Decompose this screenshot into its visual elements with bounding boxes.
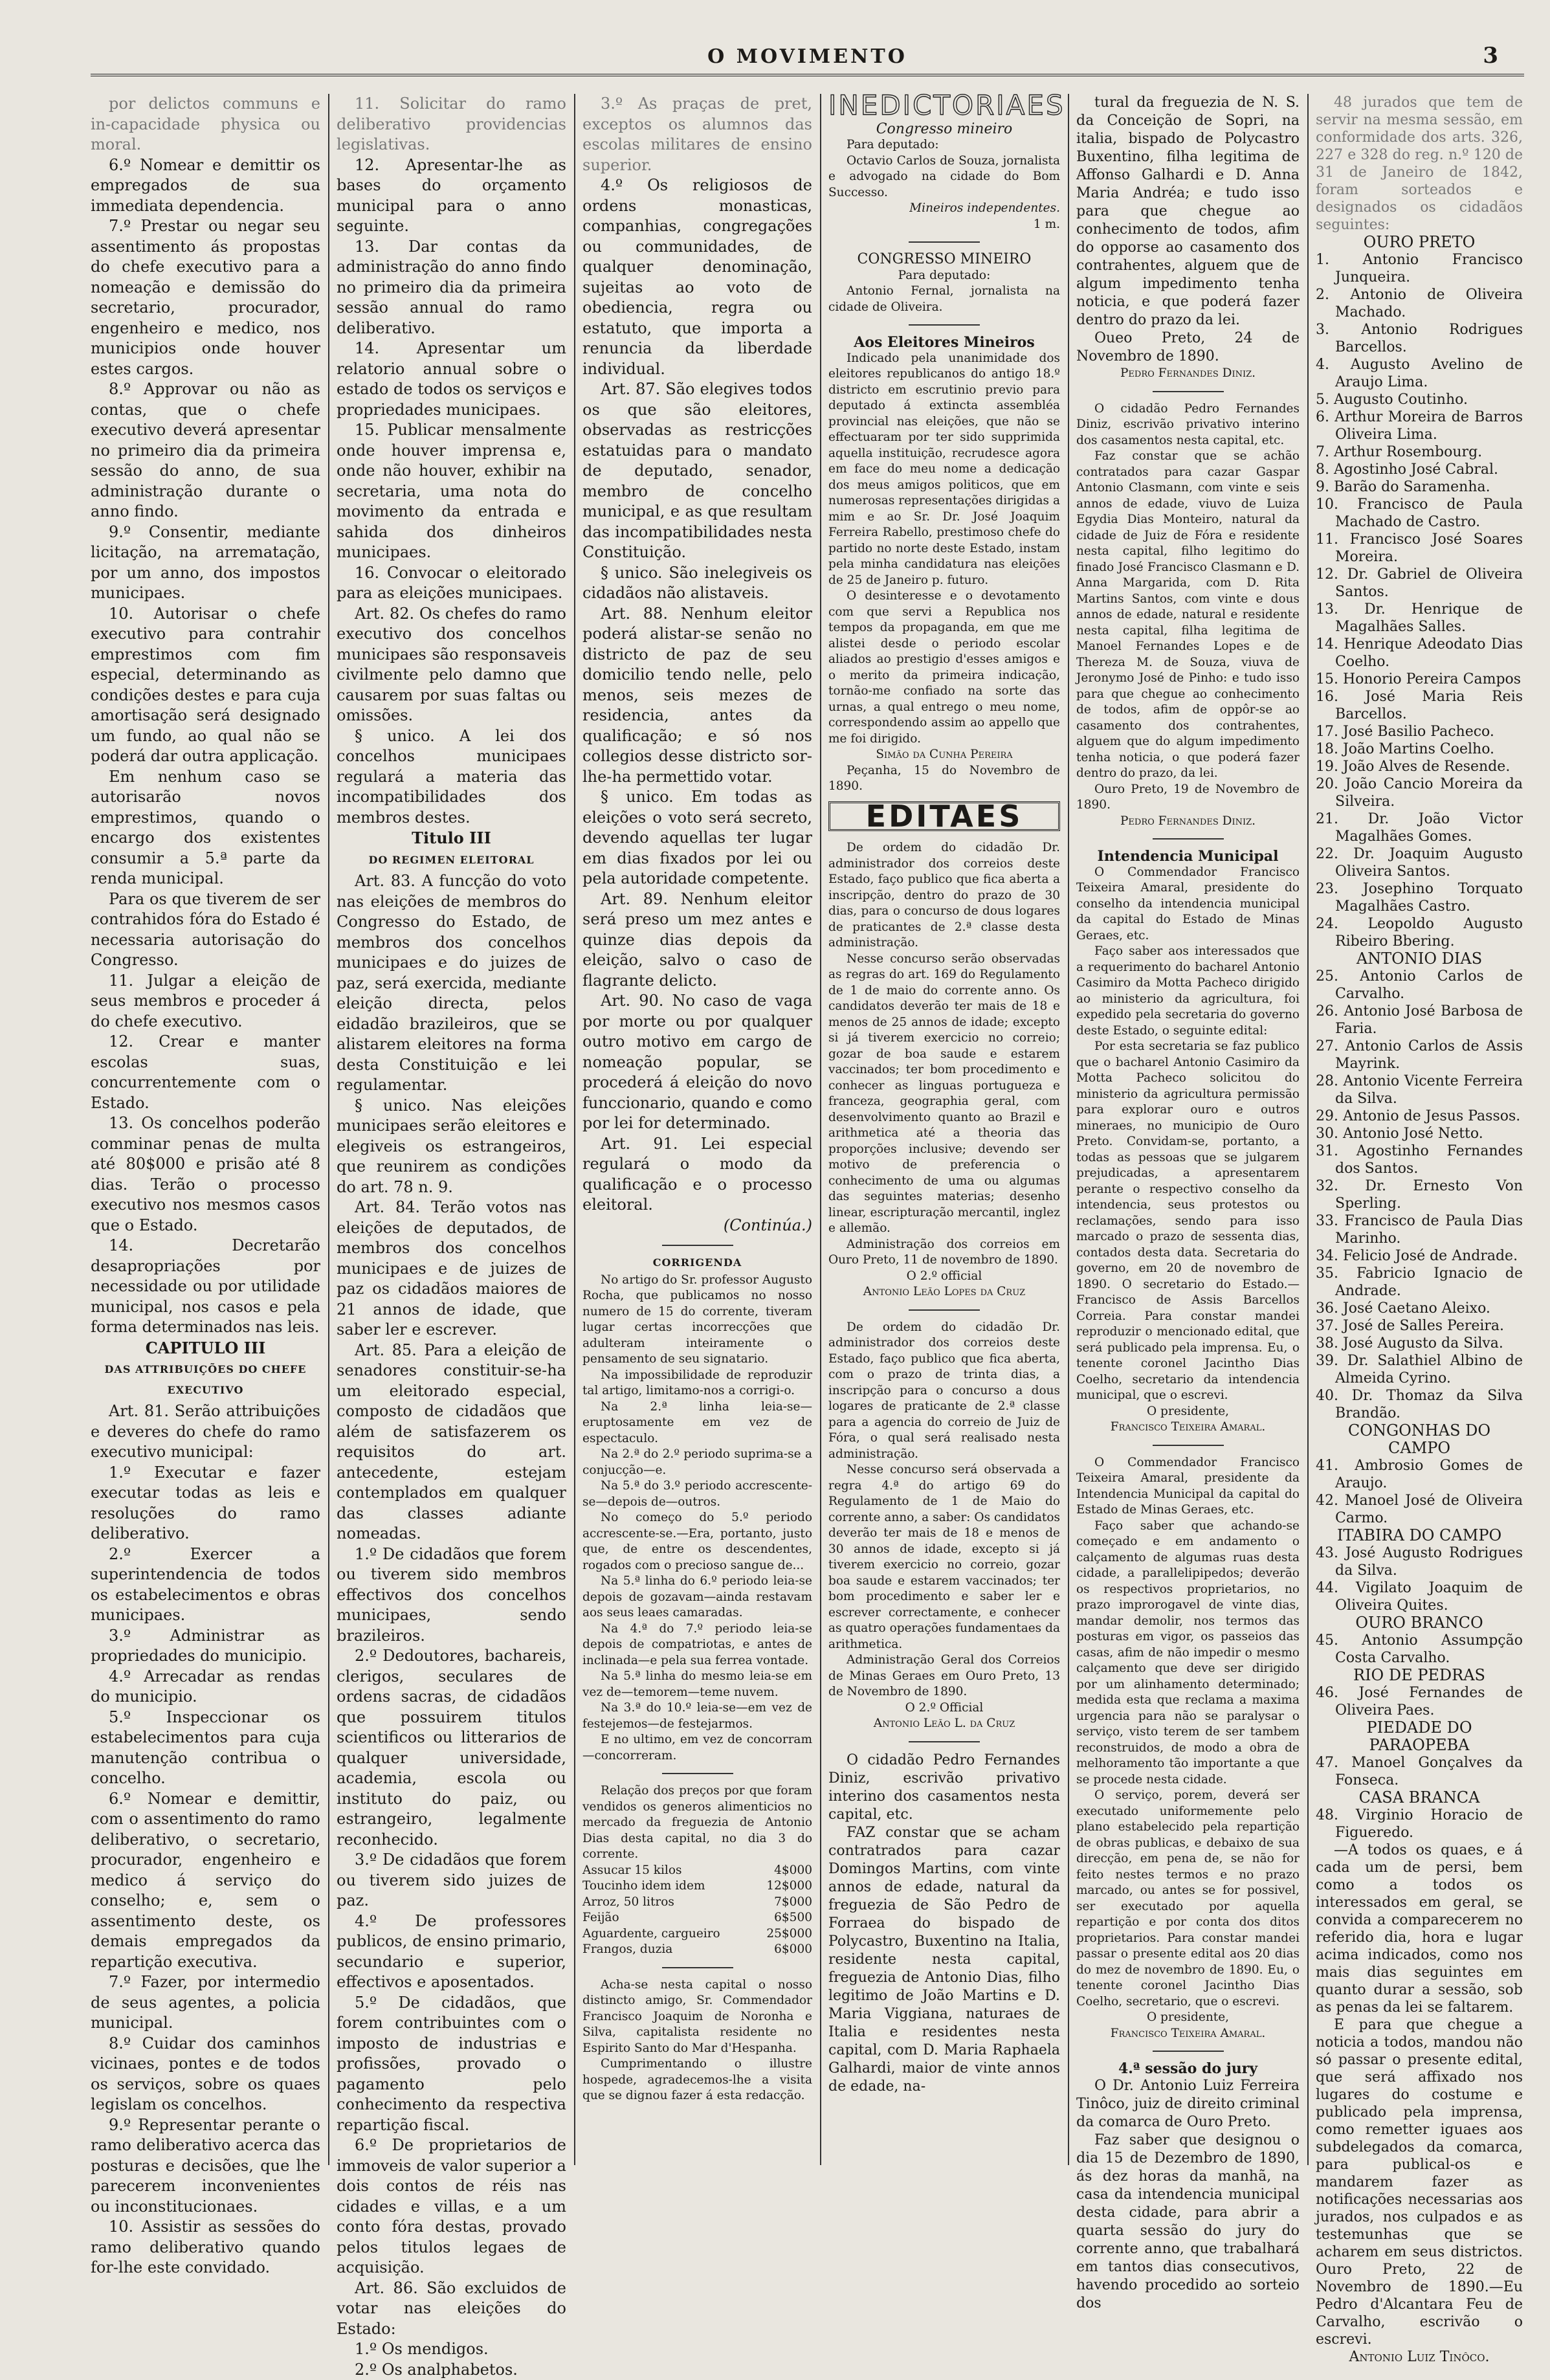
paragraph: 1.º Executar e fazer executar todas as leis e resoluções do ramo deliberativo. (91, 1463, 320, 1544)
section-heading: Congresso mineiro (828, 122, 1060, 138)
paragraph: 6.º Nomear e demittir, com o assentimento do ramo deliberativo, o secretario, procurador, engenheiro e medico á serviço do conselho; e, sem o assentimento deste, os demais empregados da repartição executiva. (91, 1789, 320, 1973)
juror-entry: 41. Ambrosio Gomes de Araujo. (1316, 1457, 1523, 1492)
price-table (582, 1863, 812, 1958)
paragraph: Nesse concurso será observada a regra 4.ª do artigo 69 do Regulamento de 1 de Maio do corrente anno, a saber: Os candidatos deverão ter mais de 18 e menos de 30 annos de idade, excepto si já tiverem exercicio no correio, gozar boa saude e estarem vaccinados; ter bom procedimento e saber ler e escrever correctamente, e conhecer as quatro operações fundamentaes da arithmetica. (828, 1462, 1060, 1652)
paragraph: 4.º De professores publicos, de ensino primario, secundario e superior, effectivos e aposentados. (337, 1911, 566, 1993)
district-heading: OURO BRANCO (1316, 1614, 1523, 1632)
paragraph: Faz saber que designou o dia 15 de Dezembro de 1890, ás dez horas da manhã, na casa da intendencia municipal desta cidade, para abrir a quarta sessão do jury do corrente anno, que trabalhará em tantos dias consecutivos, havendo procedido ao sorteio dos (1076, 2131, 1300, 2313)
juror-list (1316, 234, 1523, 1841)
paragraph: Oueo Preto, 24 de Novembro de 1890. (1076, 329, 1300, 366)
juror-entry: 44. Vigilato Joaquim de Oliveira Quites. (1316, 1579, 1523, 1614)
column-6 (1316, 94, 1523, 2165)
juror-entry: 48. Virginio Horacio de Figueredo. (1316, 1807, 1523, 1841)
price-value: 25$000 (766, 1926, 812, 1942)
paragraph: 11. Julgar a eleição de seus membros e proceder á do chefe executivo. (91, 971, 320, 1032)
price-item: Assucar 15 kilos (582, 1863, 681, 1879)
paragraph: Art. 89. Nenhum eleitor será preso um mez antes e quinze dias depois da eleição, salvo o caso de flagrante delicto. (582, 889, 812, 992)
paragraph: Administração Geral dos Correios de Minas Geraes em Ouro Preto, 13 de Novembro de 1890. (828, 1652, 1060, 1700)
section-heading: Aos Eleitores Mineiros (828, 335, 1060, 351)
paragraph: tural da freguezia de N. S. da Conceição de Sopri, na italia, bispado de Polycastro Buxentino, filha legitima de Affonso Galhardi e D. Anna Maria Andréa; e tudo isso para que chegue ao conhecimento de todos, afim do opporse ao casamento dos contrahentes, alguem que de algum impedimento tenha noticia, e que poderá fazer dentro do prazo da lei. (1076, 94, 1300, 329)
paragraph: Octavio Carlos de Souza, jornalista e advogado na cidade do Bom Successo. (828, 153, 1060, 201)
paragraph: 15. Publicar mensalmente onde houver imprensa e, onde não houver, exhibir na secretaria, uma nota do movimento da entrada e sahida dos dinheiros municipaes. (337, 420, 566, 563)
district-heading: CASA BRANCA (1316, 1789, 1523, 1807)
juror-entry: 24. Leopoldo Augusto Ribeiro Bbering. (1316, 915, 1523, 950)
juror-entry: 13. Dr. Henrique de Magalhães Salles. (1316, 601, 1523, 636)
paragraph: Para deputado: (828, 268, 1060, 284)
paragraph: 4.º Arrecadar as rendas do municipio. (91, 1667, 320, 1707)
paragraph: Art. 87. São elegives todos os que são eleitores, observadas as restricções estatuidas para o mandato de deputado, senador, membro de concelho municipal, e as que resultam das incompatibilidades nesta Constituição. (582, 379, 812, 563)
signature: Mineiros independentes. (828, 201, 1060, 217)
juror-entry: 23. Josephino Torquato Magalhães Castro. (1316, 880, 1523, 915)
juror-entry: 25. Antonio Carlos de Carvalho. (1316, 968, 1523, 1003)
paragraph: O 2.º Official (828, 1700, 1060, 1717)
signature: Pedro Fernandes Diniz. (1076, 366, 1300, 382)
paragraph: Na 2.ª linha leia-se—eruptosamente em vez de espectaculo. (582, 1399, 812, 1447)
juror-entry: 35. Fabricio Ignacio de Andrade. (1316, 1265, 1523, 1300)
juror-entry: 40. Dr. Thomaz da Silva Brandão. (1316, 1387, 1523, 1422)
separator (1153, 838, 1224, 840)
paragraph: 7.º Fazer, por intermedio de seus agentes, a policia municipal. (91, 1972, 320, 2034)
price-row (582, 1878, 812, 1895)
juror-entry: 46. José Fernandes de Oliveira Paes. (1316, 1684, 1523, 1719)
juror-entry: 39. Dr. Salathiel Albino de Almeida Cyrino. (1316, 1352, 1523, 1387)
signature: Simão da Cunha Pereira (828, 747, 1060, 763)
price-item: Arroz, 50 litros (582, 1895, 674, 1911)
page-number: 3 (1483, 43, 1498, 69)
paragraph: Art. 86. São excluidos de votar nas eleições do Estado: (337, 2278, 566, 2340)
paragraph: Acha-se nesta capital o nosso distincto amigo, Sr. Commendador Francisco Joaquim de Noronha e Silva, capitalista residente no Espirito Santo do Mar d'Hespanha. (582, 1977, 812, 2057)
separator (909, 241, 980, 243)
corrigenda-heading: CORRIGENDA (582, 1255, 812, 1271)
juror-entry: 15. Honorio Pereira Campos (1316, 671, 1523, 688)
paragraph: Art. 91. Lei especial regulará o modo da qualificação e o processo eleitoral. (582, 1134, 812, 1216)
juror-entry: 12. Dr. Gabriel de Oliveira Santos. (1316, 566, 1523, 601)
paragraph: 8.º Approvar ou não as contas, que o chefe executivo deverá apresentar no primeiro dia da primeira sessão do anno, de sua administração durante o anno findo. (91, 379, 320, 522)
district-heading: PIEDADE DO PARAOPEBA (1316, 1719, 1523, 1754)
paragraph: 13. Dar contas da administração do anno findo no primeiro dia da primeira sessão annual do ramo deliberativo. (337, 237, 566, 339)
inedictoriaes-heading: INEDICTORIAES (828, 98, 1060, 114)
paragraph: 48 jurados que tem de servir na mesma sessão, em conformidade dos arts. 326, 227 e 328 do reg. n.º 120 de 31 de Janeiro de 1842, foram sorteados e designados os cidadãos seguintes: (1316, 94, 1523, 234)
juror-entry: 27. Antonio Carlos de Assis Mayrink. (1316, 1038, 1523, 1073)
paragraph: 1.º Os mendigos. (337, 2339, 566, 2360)
paragraph: 2.º Dedoutores, bachareis, clerigos, seculares de ordens sacras, de cidadãos que possuirem titulos scientificos ou litterarios de qualquer universidade, academia, escola ou instituto do paiz, ou estrangeiro, legalmente reconhecido. (337, 1646, 566, 1850)
paragraph: O Commendador Francisco Teixeira Amaral, presidente do conselho da intendencia municipal da capital do Estado de Minas Geraes, etc. (1076, 865, 1300, 944)
juror-entry: 10. Francisco de Paula Machado de Castro. (1316, 496, 1523, 531)
juror-entry: 1. Antonio Francisco Junqueira. (1316, 251, 1523, 286)
paragraph: 6.º Nomear e demittir os empregados de sua immediata dependencia. (91, 155, 320, 217)
paragraph: No começo do 5.º periodo accrescente-se.—Era, portanto, justo que, de entre os descendentes, rogados com o precioso sangue de... (582, 1510, 812, 1574)
paragraph: De ordem do cidadão Dr. administrador dos correios deste Estado, faço publico que fica aberta, com o prazo de trinta dias, a inscripção para o concurso a dous logares de praticante de 2.ª classe para a agencia do correio de Juiz de Fóra, o qual será realisado nesta administração. (828, 1320, 1060, 1463)
signature: Pedro Fernandes Diniz. (1076, 814, 1300, 830)
paragraph: 7.º Prestar ou negar seu assentimento ás propostas do chefe executivo para a nomeação e demissão do secretario, procurador, engenheiro e medico, nos municipios onde houver estes cargos. (91, 216, 320, 379)
paragraph: Art. 81. Serão attribuições e deveres do chefe do ramo executivo municipal: (91, 1401, 320, 1463)
signature: Francisco Teixeira Amaral. (1076, 2026, 1300, 2042)
paragraph: Cumprimentando o illustre hospede, agradecemos-lhe a visita que se dignou fazer á esta redacção. (582, 2056, 812, 2104)
paragraph: por delictos communs e in-capacidade physica ou moral. (91, 94, 320, 155)
juror-entry: 38. José Augusto da Silva. (1316, 1335, 1523, 1352)
newspaper-title: O MOVIMENTO (91, 45, 1524, 68)
paragraph: § unico. A lei dos concelhos municipaes regulará a materia das incompatibilidades dos membros destes. (337, 726, 566, 829)
paragraph: 9.º Consentir, mediante licitação, na arrematação, por um anno, dos impostos municipaes. (91, 522, 320, 604)
juror-entry: 30. Antonio José Netto. (1316, 1125, 1523, 1142)
price-item: Toucinho idem idem (582, 1878, 705, 1895)
separator (1153, 391, 1224, 392)
price-item: Frangos, duzia (582, 1942, 672, 1958)
separator (909, 1309, 980, 1311)
paragraph: O desinteresse e o devotamento com que servi a Republica nos tempos da propaganda, em que me alistei desde o periodo escolar aliados ao prestigio d'esses amigos e o merito da primeira indicação, tornão-me confiado na sorte das urnas, a qual entrego o meu nome, correspondendo assim ao appello que me foi dirigido. (828, 588, 1060, 747)
signature: Antonio Luiz Tinôco. (1316, 2348, 1523, 2366)
juror-entry: 47. Manoel Gonçalves da Fonseca. (1316, 1754, 1523, 1789)
paragraph: Ouro Preto, 19 de Novembro de 1890. (1076, 782, 1300, 814)
juror-entry: 34. Felicio José de Andrade. (1316, 1247, 1523, 1265)
paragraph: § unico. São inelegiveis os cidadãos não alistaveis. (582, 563, 812, 604)
column-5 (1076, 94, 1300, 2165)
district-heading: ITABIRA DO CAMPO (1316, 1527, 1523, 1544)
paragraph: FAZ constar que se acham contratrados para cazar Domingos Martins, com vinte annos de edade, natural da freguezia de São Pedro de Forraea do bispado de Polycastro, Buxentino na Italia, residente nesta capital, freguezia de Antonio Dias, filho legitimo de João Martins e D. Maria Viggiana, naturaes de Italia e residentes nesta capital, com D. Maria Raphaela Galhardi, maior de vinte annos de edade, na- (828, 1824, 1060, 2096)
juror-entry: 36. José Caetano Aleixo. (1316, 1300, 1523, 1317)
paragraph: Faço saber que achando-se começado e em andamento o calçamento de algumas ruas desta cidade, a parallelipipedos; deverão os respectivos proprietarios, no prazo improrogavel de vinte dias, mandar demolir, nos termos das posturas em vigor, os passeios das casas, afim de não impedir o mesmo calçamento que deve ser dirigido por um alinhamento determinado; medida esta que reclama a maxima urgencia para não se paralysar o serviço, visto terem de ser tambem reconstruidos, de modo a obra de melhoramento tão importante a que se procede nesta cidade. (1076, 1518, 1300, 1788)
paragraph: Administração dos correios em Ouro Preto, 11 de novembro de 1890. (828, 1237, 1060, 1269)
paragraph: Art. 88. Nenhum eleitor poderá alistar-se senão no districto de paz de seu domicilio tendo nelle, pelo menos, seis mezes de residencia, antes da qualificação; e só nos collegios desse districto sor-lhe-ha permettido votar. (582, 604, 812, 788)
juror-entry: 43. José Augusto Rodrigues da Silva. (1316, 1544, 1523, 1579)
separator (1153, 2051, 1224, 2052)
paragraph: 3.º De cidadãos que forem ou tiverem sido juizes de paz. (337, 1850, 566, 1911)
editaes-heading: EDITAES (828, 801, 1060, 832)
paragraph: Art. 83. A funcção do voto nas eleições de membros do Congresso do Estado, de membros dos concelhos municipaes e do juizes de paz, será exercida, mediante eleição directa, pelos eidadão brazileiros, que se alistarem eleitores na forma desta Constituição e lei regulamentar. (337, 871, 566, 1096)
juror-entry: 20. João Cancio Moreira da Silveira. (1316, 775, 1523, 810)
price-value: 12$000 (766, 1878, 812, 1895)
paragraph: 11. Solicitar do ramo deliberativo providencias legislativas. (337, 94, 566, 155)
continued-note: (Continúa.) (582, 1216, 812, 1236)
column-rule (1068, 94, 1069, 2165)
paragraph: 12. Apresentar-lhe as bases do orçamento municipal para o anno seguinte. (337, 155, 566, 237)
paragraph: Relação dos preços por que foram vendidos os generos alimenticios no mercado da freguezia de Antonio Dias desta capital, no dia 3 do corrente. (582, 1783, 812, 1863)
paragraph: De ordem do cidadão Dr. administrador dos correios deste Estado, faço publico que fica aberta a inscripção, dentro do prazo de 30 dias, para o concurso de dous logares de praticantes de 2.ª classe desta administração. (828, 840, 1060, 951)
section-heading: 4.ª sessão do jury (1076, 2061, 1300, 2077)
paragraph: 2.º Exercer a superintendencia de todos os estabelecimentos e obras municipaes. (91, 1544, 320, 1626)
paragraph: 1 m. (828, 217, 1060, 233)
title-subheading: DO REGIMEN ELEITORAL (337, 850, 566, 871)
signature: Antonio Leão L. da Cruz (828, 1716, 1060, 1732)
paragraph: O Commendador Francisco Teixeira Amaral, presidente da Intendencia Municipal da capital do Estado de Minas Geraes, etc. (1076, 1455, 1300, 1518)
paragraph: Faz constar que se achão contratados para cazar Gaspar Antonio Clasmann, com vinte e seis annos de edade, viuvo de Luiza Egydia Dias Monteiro, natural da cidade de Juiz de Fóra e residente nesta capital, filho legitimo do finado José Francisco Clasmann e D. Anna Margarida, com D. Rita Martins Santos, com vinte e dous annos de edade, natural e residente nesta capital, filha legitima de Manoel Fernandes Lopes e de Thereza M. de Souza, viuva de Jeronymo José de Pinho: e tudo isso para que chegue ao conhecimento de todos, afim de oppôr-se ao casamento dos contrahentes, alguem que do algum impedimento tenha noticia, o que poderá fazer dentro do prazo, da lei. (1076, 449, 1300, 782)
paragraph: 12. Crear e manter escolas suas, concurrentemente com o Estado. (91, 1032, 320, 1113)
paragraph: Para deputado: (828, 137, 1060, 153)
chapter-subheading: DAS ATTRIBUIÇÕES DO CHEFE EXECUTIVO (91, 1359, 320, 1400)
paragraph: § unico. Em todas as eleições o voto será secreto, devendo aquellas ter lugar em dias fixados por lei ou pela autoridade competente. (582, 787, 812, 889)
juror-entry: 29. Antonio de Jesus Passos. (1316, 1107, 1523, 1125)
paragraph: 10. Autorisar o chefe executivo para contrahir emprestimos com fim especial, determinando as condições destes e para cuja amortisação será designado um fundo, ao qual não se poderá dar outra applicação. (91, 604, 320, 767)
price-row (582, 1895, 812, 1911)
paragraph: Na impossibilidade de reproduzir tal artigo, limitamo-nos a corrigi-o. (582, 1368, 812, 1399)
paragraph: O cidadão Pedro Fernandes Diniz, escrivão privativo interino dos casamentos nesta capital, etc. (1076, 401, 1300, 449)
paragraph: No artigo do Sr. professor Augusto Rocha, que publicamos no nosso numero de 15 do corrente, tiveram lugar certas incorrecções que adulteram inteiramente o pensamento de seu signatario. (582, 1273, 812, 1368)
juror-entry: 6. Arthur Moreira de Barros Oliveira Lima. (1316, 408, 1523, 443)
paragraph: Art. 90. No caso de vaga por morte ou por qualquer outro motivo em cargo de nomeação popular, se procederá á eleição do novo funccionario, quando e como por lei for determinado. (582, 991, 812, 1134)
separator (662, 1967, 733, 1968)
paragraph: Art. 82. Os chefes do ramo executivo dos concelhos municipaes são responsaveis civilmente pelo damno que causarem por suas faltas ou omissões. (337, 604, 566, 726)
paragraph: Na 5.ª linha do mesmo leia-se em vez de—temorem—teme nuvem. (582, 1669, 812, 1700)
paragraph: E no ultimo, em vez de concorram—concorreram. (582, 1732, 812, 1764)
paragraph: O presidente, (1076, 2010, 1300, 2026)
paragraph: 5.º Inspeccionar os estabelecimentos para cuja manutenção contribua o concelho. (91, 1707, 320, 1789)
separator (909, 324, 980, 326)
juror-entry: 14. Henrique Adeodato Dias Coelho. (1316, 636, 1523, 671)
column-3 (582, 94, 812, 2165)
separator (1153, 1445, 1224, 1446)
juror-entry: 17. José Basilio Pacheco. (1316, 723, 1523, 740)
juror-entry: 11. Francisco José Soares Moreira. (1316, 531, 1523, 566)
paragraph: O cidadão Pedro Fernandes Diniz, escrivão privativo interino dos casamentos nesta capital, etc. (828, 1752, 1060, 1824)
juror-entry: 16. José Maria Reis Barcellos. (1316, 688, 1523, 723)
paragraph: Art. 85. Para a eleição de senadores constituir-se-ha um eleitorado especial, composto de cidadãos que além de satisfazerem os requisitos do art. antecedente, estejam contemplados em qualquer das classes adiante nomeadas. (337, 1340, 566, 1544)
price-row (582, 1910, 812, 1926)
corrigenda-block (582, 1255, 812, 2104)
column-rule (328, 94, 329, 2165)
page-columns (91, 94, 1524, 2168)
district-heading: RIO DE PEDRAS (1316, 1667, 1523, 1684)
paragraph: Para os que tiverem de ser contrahidos fóra do Estado é necessaria autorisação do Congresso. (91, 889, 320, 971)
paragraph: 14. Decretarão desapropriações por necessidade ou por utilidade municipal, nos casos e pela forma determinados nas leis. (91, 1236, 320, 1338)
title-heading: Titulo III (337, 828, 566, 849)
column-2 (337, 94, 566, 2165)
column-rule (574, 94, 575, 2165)
paragraph: —A todos os quaes, e á cada um de persi, bem como a todos os interessados em geral, se convida a comparecerem no referido dia, hora e lugar acima indicados, como nos mais dias seguintes em quanto durar a sessão, sob as penas da lei se faltarem. (1316, 1841, 1523, 2016)
section-heading: Intendencia Municipal (1076, 849, 1300, 865)
paragraph: O presidente, (1076, 1404, 1300, 1420)
section-heading: CONGRESSO MINEIRO (828, 252, 1060, 268)
district-heading: ANTONIO DIAS (1316, 950, 1523, 968)
paragraph: § unico. Nas eleições municipaes serão eleitores e elegiveis os estrangeiros, que reunirem as condições do art. 78 n. 9. (337, 1096, 566, 1198)
column-1 (91, 94, 320, 2165)
juror-entry: 33. Francisco de Paula Dias Marinho. (1316, 1212, 1523, 1247)
district-heading: CONGONHAS DO CAMPO (1316, 1422, 1523, 1457)
signature: Francisco Teixeira Amaral. (1076, 1419, 1300, 1436)
price-value: 6$000 (774, 1942, 812, 1958)
paragraph: 9.º Representar perante o ramo deliberativo acerca das posturas e decisões, que lhe parecerem inconvenientes ou inconstitucionaes. (91, 2115, 320, 2218)
paragraph: Na 4.ª do 7.º periodo leia-se depois de compatriotas, e antes de inclinada—e pela sua ferrea vontade. (582, 1621, 812, 1669)
price-value: 4$000 (774, 1863, 812, 1879)
paragraph: O 2.º official (828, 1269, 1060, 1285)
juror-entry: 37. José de Salles Pereira. (1316, 1317, 1523, 1335)
paragraph: 3.º Administrar as propriedades do municipio. (91, 1626, 320, 1667)
paragraph: 6.º De proprietarios de immoveis de valor superior a dois contos de réis nas cidades e villas, e a um conto fóra destas, provado pelos titulos legaes de acquisição. (337, 2135, 566, 2278)
paragraph: Em nenhum caso se autorisarão novos emprestimos, quando o encargo dos existentes consumir a 5.ª parte da renda municipal. (91, 767, 320, 889)
header-rule (91, 74, 1524, 76)
paragraph: 16. Convocar o eleitorado para as eleições municipaes. (337, 563, 566, 604)
paragraph: Na 5.ª linha do 6.º periodo leia-se depois de gozavam—ainda restavam aos seus leaes camaradas. (582, 1574, 812, 1621)
separator (909, 1741, 980, 1742)
price-value: 6$500 (774, 1910, 812, 1926)
juror-entry: 9. Barão do Saramenha. (1316, 478, 1523, 496)
paragraph: Na 3.ª do 10.º leia-se—em vez de festejemos—de festejarmos. (582, 1700, 812, 1732)
signature: Antonio Leão Lopes da Cruz (828, 1284, 1060, 1300)
paragraph: 5.º De cidadãos, que forem contribuintes com o imposto de industrias e profissões, provado o pagamento pelo conhecimento da respectiva repartição fiscal. (337, 1993, 566, 2136)
juror-entry: 26. Antonio José Barbosa de Faria. (1316, 1003, 1523, 1038)
separator (662, 1245, 733, 1246)
paragraph: 14. Apresentar um relatorio annual sobre o estado de todos os serviços e propriedades municipaes. (337, 339, 566, 420)
price-row (582, 1942, 812, 1958)
paragraph: 8.º Cuidar dos caminhos vicinaes, pontes e de todos os serviços, sobre os quaes legislam os concelhos. (91, 2034, 320, 2115)
juror-entry: 18. João Martins Coelho. (1316, 740, 1523, 758)
paragraph: Indicado pela unanimidade dos eleitores republicanos do antigo 18.º districto em escrutinio previo para deputado á extincta assembléa provincial nas eleições, que não se effectuaram por ter sido supprimida aquella instituição, recrudesce agora em face do meu nome a dedicação dos meus amigos politicos, que em numerosas representações dirigidas a mim e ao Sr. Dr. José Joaquim Ferreira Rabello, prestimoso chefe do partido no norte deste Estado, instam pela minha candidatura nas eleições de 25 de Janeiro p. futuro. (828, 351, 1060, 589)
paragraph: E para que chegue a noticia a todos, mandou não só passar o presente edital, que será affixado nos lugares do costume e publicado pela imprensa, como remetter iguaes aos subdelegados da comarca, para publical-os e mandarem fazer as notificações necessarias aos jurados, nos culpados e as testemunhas que se acharem em seus districtos. Ouro Preto, 22 de Novembro de 1890.—Eu Pedro d'Alcantara Feu de Carvalho, escrivão o escrevi. (1316, 2016, 1523, 2348)
juror-entry: 3. Antonio Rodrigues Barcellos. (1316, 321, 1523, 356)
paragraph: Nesse concurso serão observadas as regras do art. 169 do Regulamento de 1 de maio do corrente anno. Os candidatos deverão ter mais de 18 e menos de 25 annos de idade; excepto si já tiverem exercicio no correio; gozar de boa saude e estarem vaccinados; ter bom procedimento e conhecer as linguas portugueza e franceza, geographia geral, com desenvolvimento quanto ao Brazil e arithmetica até a theoria das proporções inclusive; devendo ser motivo de preferencia o conhecimento de uma ou algumas das seguintes materias; desenho linear, escripturação mercantil, inglez e allemão. (828, 951, 1060, 1237)
paragraph: Na 2.ª do 2.º periodo suprima-se a conjucção—e. (582, 1447, 812, 1478)
paragraph: 10. Assistir as sessões do ramo deliberativo quando for-lhe este convidado. (91, 2217, 320, 2278)
column-rule (1307, 94, 1309, 2165)
paragraph: O Dr. Antonio Luiz Ferreira Tinôco, juiz de direito criminal da comarca de Ouro Preto. (1076, 2077, 1300, 2131)
juror-entry: 28. Antonio Vicente Ferreira da Silva. (1316, 1073, 1523, 1107)
masthead (91, 38, 1524, 83)
juror-entry: 45. Antonio Assumpção Costa Carvalho. (1316, 1632, 1523, 1667)
paragraph: 2.º Os analphabetos. (337, 2360, 566, 2380)
column-4 (828, 94, 1060, 2165)
paragraph: Faço saber aos interessados que a requerimento do bacharel Antonio Casimiro da Motta Pacheco dirigido ao ministerio da agricultura, foi expedido pela secretaria do governo deste Estado, o seguinte edital: (1076, 944, 1300, 1039)
juror-entry: 21. Dr. João Victor Magalhães Gomes. (1316, 810, 1523, 845)
paragraph: 1.º De cidadãos que forem ou tiverem sido membros effectivos dos concelhos municipaes, sendo brazileiros. (337, 1544, 566, 1647)
juror-entry: 4. Augusto Avelino de Araujo Lima. (1316, 356, 1523, 391)
paragraph: Por esta secretaria se faz publico que o bacharel Antonio Casimiro da Motta Pacheco solicitou do ministerio da agricultura permissão para explorar ouro e outros mineraes, no municipio de Ouro Preto. Convidam-se, portanto, a todas as pessoas que se julgarem prejudicadas, a apresentarem perante o respectivo conselho da intendencia, seus protestos ou reclamações, sendo para isso marcado o prazo de sessenta dias, contados desta data. Secretaria do governo, em 20 de novembro de 1890. O secretario do Estado.—Francisco de Assis Barcellos Correia. Para constar mandei reproduzir o mencionado edital, que será publicado pela imprensa. Eu, o tenente coronel Jacintho Dias Coelho, secretario da intendencia municipal, que o escrevi. (1076, 1039, 1300, 1404)
district-heading: OURO PRETO (1316, 234, 1523, 251)
price-value: 7$000 (774, 1895, 812, 1911)
price-item: Feijão (582, 1910, 619, 1926)
juror-entry: 7. Arthur Rosembourg. (1316, 443, 1523, 461)
price-item: Aguardente, cargueiro (582, 1926, 720, 1942)
paragraph: Art. 84. Terão votos nas eleições de deputados, de membros dos concelhos municipaes e de juizes de paz os cidadãos maiores de 21 annos de idade, que saber ler e escrever. (337, 1197, 566, 1340)
chapter-heading: CAPITULO III (91, 1338, 320, 1359)
paragraph: 4.º Os religiosos de ordens monasticas, companhias, congregações ou communidades, de qualquer denominação, sujeitas ao voto de obediencia, regra ou estatuto, que importa a renuncia da liberdade individual. (582, 175, 812, 379)
paragraph: O serviço, porem, deverá ser executado uniformemente pelo plano estabelecido pela repartição de obras publicas, e debaixo de sua direcção, em pena de, se não for feito nestes termos e no prazo marcado, ou antes se for possivel, ser executado por aquella repartição e por conta dos ditos proprietarios. Para constar mandei passar o presente edital aos 20 dias do mez de novembro de 1890. Eu, o tenente coronel Jacintho Dias Coelho, secretario, que o escrevi. (1076, 1788, 1300, 2010)
juror-entry: 32. Dr. Ernesto Von Sperling. (1316, 1177, 1523, 1212)
price-row (582, 1863, 812, 1879)
juror-entry: 8. Agostinho José Cabral. (1316, 461, 1523, 478)
paragraph: Na 5.ª do 3.º periodo accrescente-se—depois de—outros. (582, 1478, 812, 1510)
paragraph: 3.º As praças de pret, exceptos os alumnos das escolas militares de ensino superior. (582, 94, 812, 175)
juror-entry: 22. Dr. Joaquim Augusto Oliveira Santos. (1316, 845, 1523, 880)
paragraph: Antonio Fernal, jornalista na cidade de Oliveira. (828, 284, 1060, 315)
separator (662, 1773, 733, 1774)
juror-entry: 42. Manoel José de Oliveira Carmo. (1316, 1492, 1523, 1527)
paragraph: Peçanha, 15 do Novembro de 1890. (828, 763, 1060, 795)
juror-entry: 19. João Alves de Resende. (1316, 758, 1523, 775)
juror-entry: 5. Augusto Coutinho. (1316, 391, 1523, 408)
price-row (582, 1926, 812, 1942)
juror-entry: 31. Agostinho Fernandes dos Santos. (1316, 1142, 1523, 1177)
juror-entry: 2. Antonio de Oliveira Machado. (1316, 286, 1523, 321)
column-rule (820, 94, 821, 2165)
paragraph: 13. Os concelhos poderão comminar penas de multa até 80$000 e prisão até 8 dias. Terão o processo executivo nos mesmos casos que o Estado. (91, 1113, 320, 1236)
